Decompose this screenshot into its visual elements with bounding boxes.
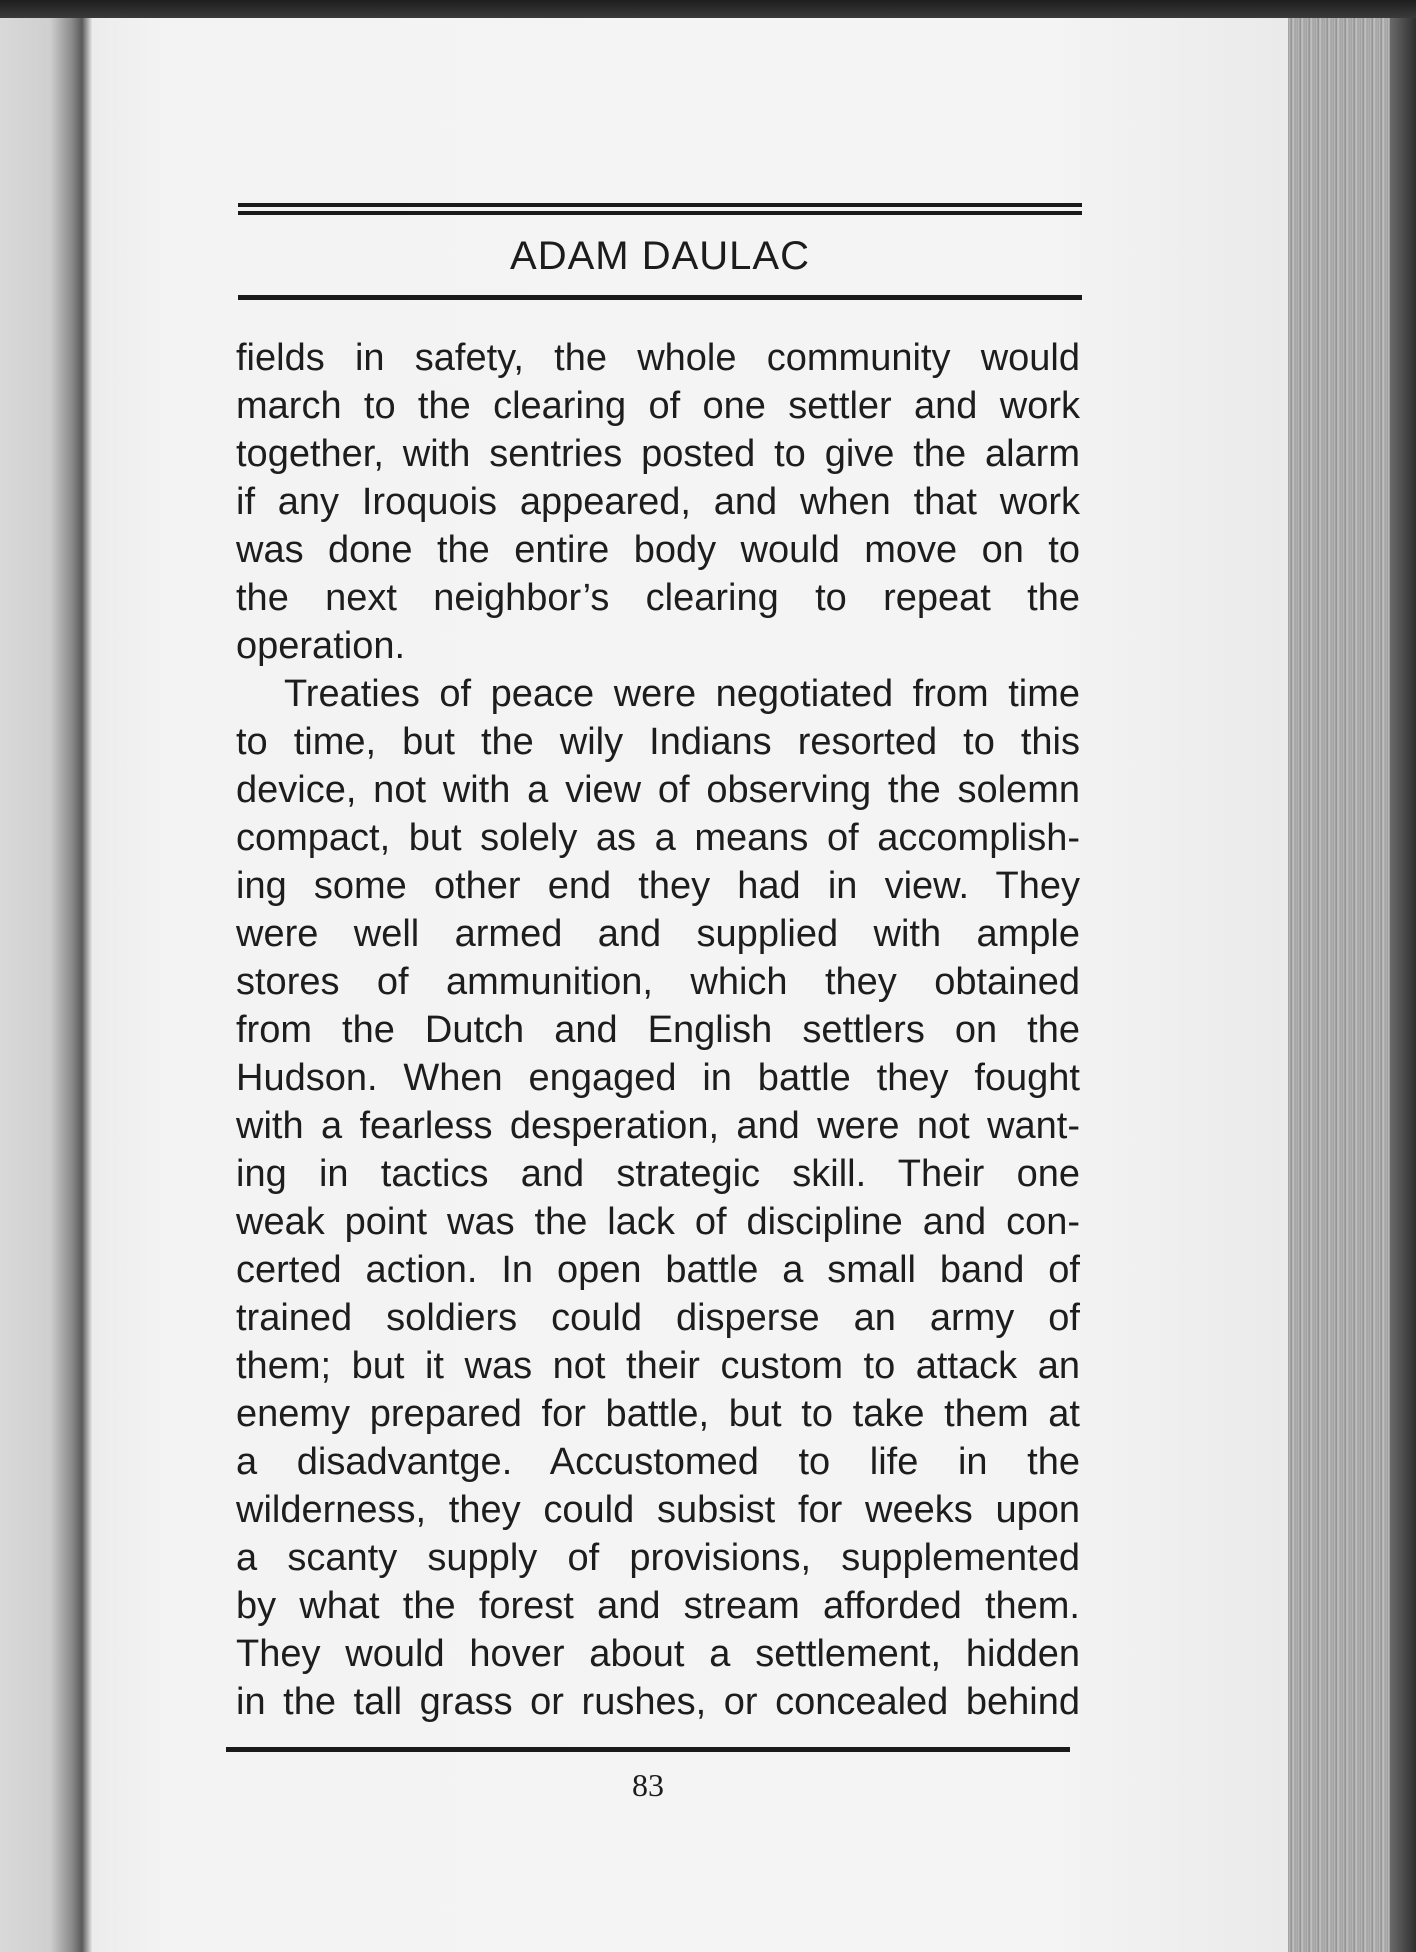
text-line: trained soldiers could disperse an army of	[236, 1297, 1080, 1339]
paragraph-2	[236, 670, 1080, 1726]
text-line: the next neighbor’s clearing to repeat the	[236, 577, 1080, 619]
text-line: device, not with a view of observing the solemn	[236, 769, 1080, 811]
text-line: They would hover about a settlement, hidden	[236, 1633, 1080, 1675]
text-line: them; but it was not their custom to attack an	[236, 1345, 1080, 1387]
text-line: a disadvantge. Accustomed to life in the	[236, 1441, 1080, 1483]
text-line: if any Iroquois appeared, and when that work	[236, 481, 1080, 523]
body-text	[236, 334, 1080, 1726]
header-rule	[238, 295, 1082, 300]
text-line: march to the clearing of one settler and work	[236, 385, 1080, 427]
footer-rule	[226, 1747, 1070, 1752]
text-line: enemy prepared for battle, but to take them at	[236, 1393, 1080, 1435]
text-line: by what the forest and stream afforded them.	[236, 1585, 1080, 1627]
running-head: ADAM DAULAC	[510, 234, 810, 278]
text-line: together, with sentries posted to give the alarm	[236, 433, 1080, 475]
text-line: stores of ammunition, which they obtained	[236, 961, 1080, 1003]
text-line: weak point was the lack of discipline and con-	[236, 1201, 1080, 1243]
text-line: wilderness, they could subsist for weeks upon	[236, 1489, 1080, 1531]
text-line: ing in tactics and strategic skill. Their one	[236, 1153, 1080, 1195]
text-line: from the Dutch and English settlers on the	[236, 1009, 1080, 1051]
text-line: compact, but solely as a means of accomplish-	[236, 817, 1080, 859]
text-line: a scanty supply of provisions, supplemented	[236, 1537, 1080, 1579]
text-line: were well armed and supplied with ample	[236, 913, 1080, 955]
text-line: to time, but the wily Indians resorted to this	[236, 721, 1080, 763]
text-line: certed action. In open battle a small band of	[236, 1249, 1080, 1291]
text-line: ing some other end they had in view. They	[236, 865, 1080, 907]
text-line: Hudson. When engaged in battle they fought	[236, 1057, 1080, 1099]
facing-page-gutter	[0, 18, 92, 1952]
page-number: 83	[632, 1767, 664, 1803]
text-line: fields in safety, the whole community would	[236, 337, 1080, 379]
paragraph-1	[236, 334, 1080, 670]
text-line: with a fearless desperation, and were not want-	[236, 1105, 1080, 1147]
text-line: Treaties of peace were negotiated from time	[284, 673, 1080, 715]
text-line: in the tall grass or rushes, or concealed behind	[236, 1681, 1080, 1723]
header-double-rule	[238, 203, 1082, 215]
text-line: was done the entire body would move on to	[236, 529, 1080, 571]
text-line: operation.	[236, 625, 406, 667]
scan-border-top	[0, 0, 1416, 18]
page-edges	[1288, 18, 1416, 1952]
